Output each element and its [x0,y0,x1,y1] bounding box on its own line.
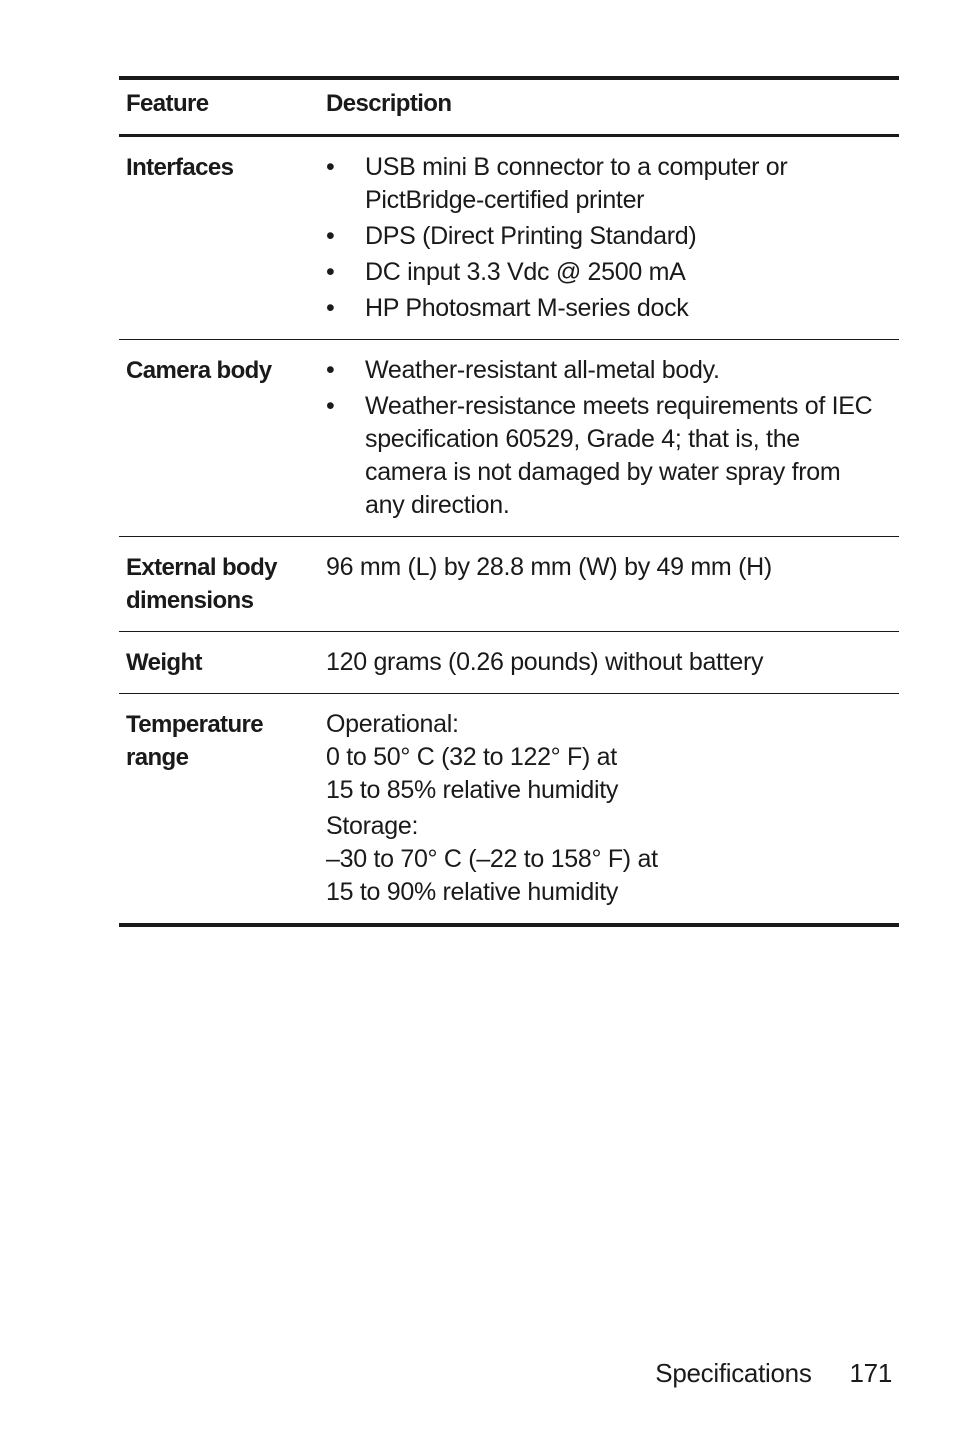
table-header-row [119,80,899,137]
header-feature: Feature [126,90,209,117]
list-item-text: camera is not damaged by water spray from [365,458,841,486]
description-cell [326,708,899,909]
table-row-weight [119,631,899,693]
bullet-icon: • [326,392,335,420]
feature-cell: Camera body [126,357,272,384]
bullet-icon: • [326,294,335,322]
table-row-external-body-dimensions [119,536,899,631]
footer-section-title: Specifications [655,1358,812,1388]
description-text: –30 to 70° C (–22 to 158° F) at [326,845,658,873]
list-item-text: specification 60529, Grade 4; that is, the [365,425,800,453]
feature-cell: Weight [126,649,202,676]
feature-cell [119,551,326,617]
feature-text: dimensions [126,587,254,614]
page-number: 171 [849,1358,892,1388]
bullet-list [326,151,899,325]
list-item [326,151,899,217]
list-item-text: Weather-resistance meets requirements of IEC [365,392,873,420]
description-cell [326,354,899,522]
list-item-text: any direction. [365,491,510,519]
feature-text: External body [126,554,277,581]
table-row-interfaces [119,137,899,339]
description-text: 15 to 85% relative humidity [326,776,619,804]
description-cell: 96 mm (L) by 28.8 mm (W) by 49 mm (H) [326,553,772,581]
list-item-text: USB mini B connector to a computer or [365,153,788,181]
description-cell [326,151,899,325]
page-footer [655,1356,892,1390]
list-item-text: DC input 3.3 Vdc @ 2500 mA [365,258,686,286]
description-cell: 120 grams (0.26 pounds) without battery [326,648,764,676]
description-text: 0 to 50° C (32 to 122° F) at [326,743,617,771]
feature-text: Temperature [126,711,264,738]
specifications-table [119,76,899,927]
list-item-text: DPS (Direct Printing Standard) [365,222,697,250]
list-item [326,354,899,387]
description-text: Operational: [326,710,459,738]
feature-cell: Interfaces [126,154,234,181]
list-item-text: HP Photosmart M-series dock [365,294,689,322]
bullet-icon: • [326,356,335,384]
table-row-camera-body [119,339,899,536]
list-item [326,390,899,522]
list-item [326,256,899,289]
list-item [326,292,899,325]
list-item [326,220,899,253]
list-item-text: PictBridge-certified printer [365,186,645,214]
table-row-temperature-range [119,693,899,923]
feature-cell [119,708,326,909]
description-text: 15 to 90% relative humidity [326,878,619,906]
bullet-icon: • [326,258,335,286]
bullet-icon: • [326,153,335,181]
list-item-text: Weather-resistant all-metal body. [365,356,720,384]
header-description: Description [326,90,452,117]
bullet-list [326,354,899,522]
description-text: Storage: [326,812,419,840]
feature-text: range [126,744,189,771]
bullet-icon: • [326,222,335,250]
